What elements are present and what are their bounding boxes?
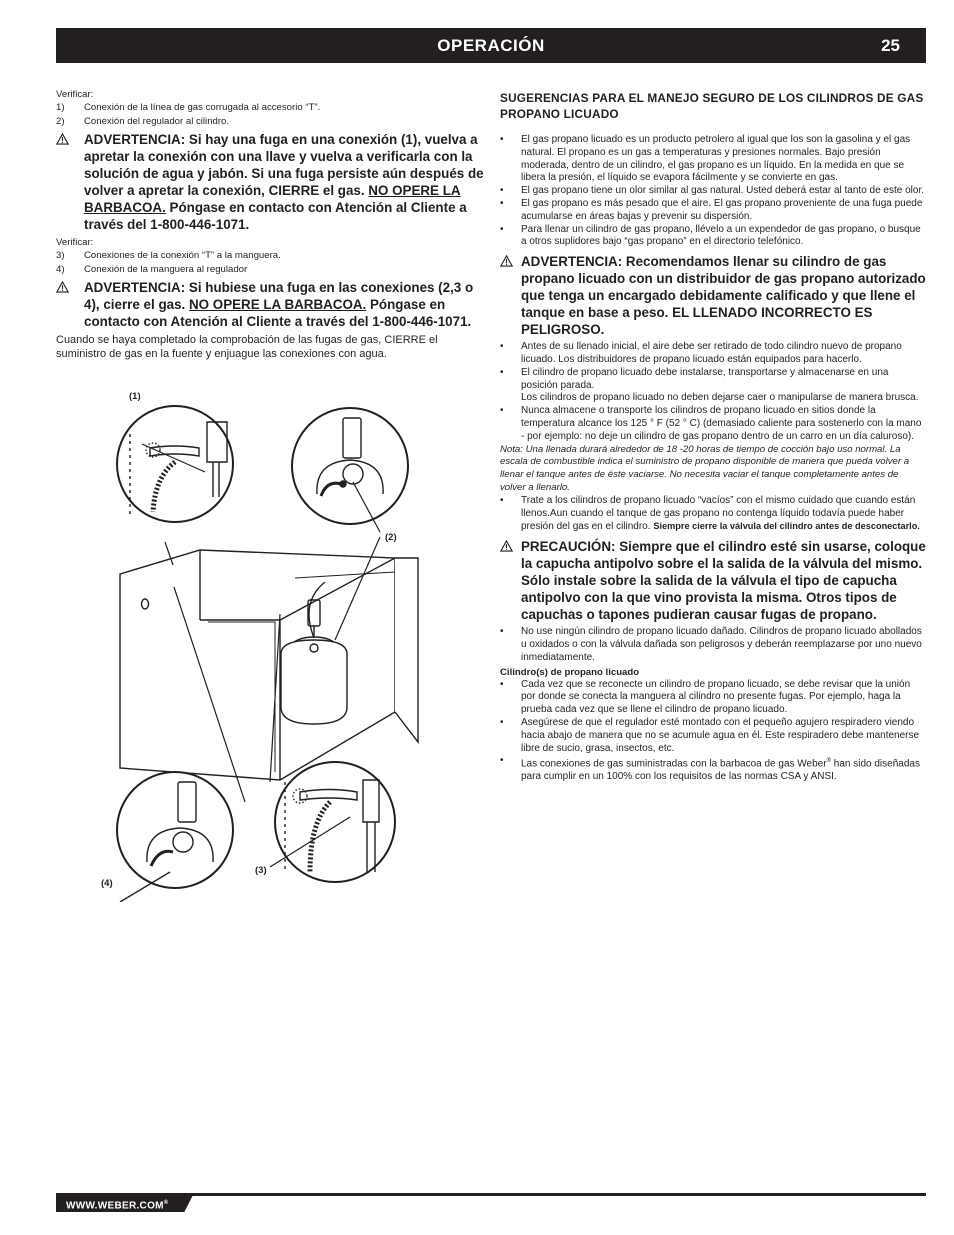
leak-check-illustration bbox=[95, 382, 435, 902]
right-column bbox=[500, 88, 926, 784]
section-heading: SUGERENCIAS PARA EL MANEJO SEGURO DE LOS CILINDROS DE GAS PROPANO LICUADO bbox=[500, 91, 924, 121]
bullet-list-4 bbox=[500, 626, 926, 664]
list-item: 2) Conexión del regulador al cilindro. bbox=[56, 116, 230, 127]
closing-text: Cuando se haya completado la comprobación de las fugas de gas, CIERRE el suministro de gas en la fuente y enjuague las conexiones con agua. bbox=[56, 334, 438, 360]
warning-3: ADVERTENCIA: Recomendamos llenar su cilindro de gas propano licuado con un distribuidor de gas propano autorizado que tenga un encargado debidamente calificado y que llene el tanque en base a peso. EL LLENADO INCORRECTO ES PELIGROSO. bbox=[500, 253, 926, 338]
page-title: OPERACIÓN bbox=[437, 36, 545, 55]
inset-2 bbox=[292, 408, 408, 524]
list-item: • El gas propano licuado es un producto petrolero al igual que los son la gasolina y el gas natural. El propano es un gas a temperaturas y presiones normales. Bajo presión moderada, dentro de un cilindro, el gas propano es un líquido. En la medida en que se libera la presión, el líquido se evapora fácilmente y se convierte en gas. bbox=[500, 134, 911, 184]
warning-icon bbox=[500, 540, 513, 552]
inset-4 bbox=[117, 772, 233, 888]
page-header bbox=[56, 28, 926, 63]
warning-icon bbox=[56, 281, 69, 293]
left-column bbox=[56, 88, 484, 361]
figure-label-2: (2) bbox=[385, 532, 397, 543]
caution: PRECAUCIÓN: Siempre que el cilindro esté sin usarse, coloque la capucha antipolvo sobre el la salida de la válvula del mismo. Sólo instale sobre la salida de la válvula el tipo de capucha antipolvo con la que vino provista la misma. Otros tipos de capuchas o tapones pudieran causar fugas de propano. bbox=[500, 538, 926, 623]
list-item: • Las conexiones de gas suministradas con la barbacoa de gas Weber® han sido diseñadas para cumplir en un 100% con los requisitos de las normas CSA y ANSI. bbox=[500, 755, 920, 783]
note-text: Nota: Una llenada durará alrededor de 18 -20 horas de tiempo de cocción bajo uso normal. La escala de combustible indica el suministro de propano disponible de manera que pueda volver a llenar el tanque antes de éste vaciarse. No necesita vaciar el tanque completamente antes de volver a llenarlo. bbox=[500, 443, 910, 493]
list-item: • El gas propano es más pesado que el aire. El gas propano proveniente de una fuga puede acumularse en áreas bajas y prevenir su dispersión. bbox=[500, 197, 923, 222]
figure-label-1: (1) bbox=[129, 391, 141, 402]
warning-icon bbox=[56, 133, 69, 145]
list-item: 4) Conexión de la manguera al regulador bbox=[56, 264, 248, 275]
subheading: Cilindro(s) de propano licuado bbox=[500, 666, 640, 678]
list-item: • Para llenar un cilindro de gas propano, llévelo a un expendedor de gas propano, o busque a otros suplidores bajo “gas propano” en el directorio telefónico. bbox=[500, 223, 921, 248]
footer-url[interactable]: WWW.WEBER.COM® bbox=[66, 1200, 169, 1212]
list-item: • Nunca almacene o transporte los cilindros de propano licuado en sitios donde la temperatura alcance los 125 ° F (52 ° C) (demasiado caliente para sostenerlo con la mano - por ejemplo: no deje un cilindro de gas propano dentro de un carro en un día caluroso). bbox=[500, 405, 922, 442]
warning-2: ADVERTENCIA: Si hubiese una fuga en las conexiones (2,3 o 4), cierre el gas. NO OPERE LA BARBACOA. Póngase en contacto con Atención al Cliente a través del 1-800-446-1071. bbox=[56, 279, 484, 330]
verify-label-1: Verificar: bbox=[56, 89, 94, 100]
figure-label-3: (3) bbox=[255, 865, 267, 876]
list-item: • El cilindro de propano licuado debe instalarse, transportarse y almacenarse en una posición parada. Los cilindros de propano licuado no deben dejarse caer o manipularse de manera brusca. bbox=[500, 366, 919, 404]
list-item: • El gas propano tiene un olor similar al gas natural. Usted deberá estar al tanto de este olor. bbox=[500, 185, 925, 197]
list-item: • Antes de su llenado inicial, el aire debe ser retirado de todo cilindro nuevo de propano licuado. Los distribuidores de propano licuado están equipados para hacerlo. bbox=[500, 341, 902, 365]
list-item: • No use ningún cilindro de propano licuado dañado. Cilindros de propano licuado abollados u oxidados o con la válvula dañada son peligrosos y deberán reemplazarse por uno nuevo inmediatamente. bbox=[500, 626, 922, 663]
bullet-list-2 bbox=[500, 341, 926, 443]
inset-1 bbox=[117, 406, 233, 522]
inset-3 bbox=[275, 762, 395, 882]
list-item: 1) Conexión de la línea de gas corrugada al accesorio “T”. bbox=[56, 102, 321, 113]
figure-label-4: (4) bbox=[101, 878, 113, 889]
cabinet-drawing bbox=[120, 550, 418, 780]
list-item: • Trate a los cilindros de propano licuado “vacíos” con el mismo cuidado que cuando están llenos.Aun cuando el tanque de gas propano no contenga líquido todavía puede haber presión del gas en el cilindro. Siempre cierre la válvula del cilindro antes de desconectarlo. bbox=[500, 494, 920, 533]
verify-label-2: Verificar: bbox=[56, 237, 94, 248]
bullet-list-5 bbox=[500, 679, 926, 785]
list-item: • Asegúrese de que el regulador esté montado con el pequeño agujero respiradero viendo hacia abajo de manera que no se acumule agua en él. Este respiradero debe mantenerse libre de sucio, grasa, insectos, etc. bbox=[500, 716, 920, 754]
warning-icon bbox=[500, 255, 513, 267]
page-number: 25 bbox=[881, 36, 900, 55]
warning-1: ADVERTENCIA: Si hay una fuga en una conexión (1), vuelva a apretar la conexión con una llave y vuelva a verificarla con la solución de agua y jabón. Si una fuga persiste aún después de volver a apretar la conexión, CIERRE el gas. NO OPERE LA BARBACOA. Póngase en contacto con Atención al Cliente a través del 1-800-446-1071. bbox=[56, 131, 484, 233]
list-item: 3) Conexiones de la conexión “T” a la manguera. bbox=[56, 250, 281, 261]
list-item: • Cada vez que se reconecte un cilindro de propano licuado, se debe revisar que la unión por donde se conecta la manguera al cilindro no presente fugas. Por ejemplo, haga la prueba cada vez que se llene el cilindro de propano licuado. bbox=[500, 678, 911, 716]
bullet-list-3 bbox=[500, 495, 926, 534]
bullet-list-1 bbox=[500, 134, 926, 249]
